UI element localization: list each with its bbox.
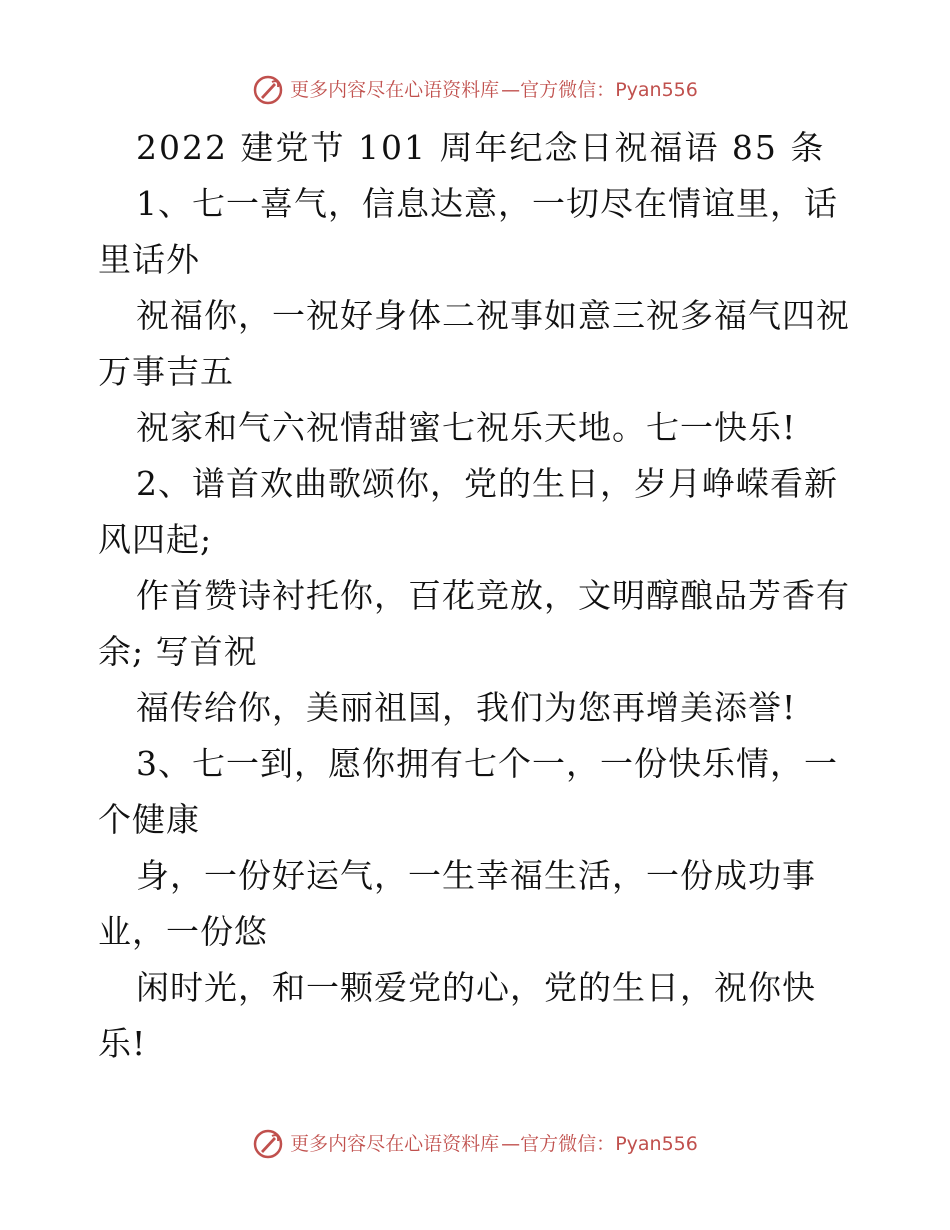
text-line: 余; 写首祝 (98, 632, 258, 671)
quill-logo-icon (252, 74, 284, 106)
text-line: 2、谱首欢曲歌颂你，党的生日，岁月峥嵘看新 (136, 464, 838, 503)
text-line: 3、七一到，愿你拥有七个一，一份快乐情，一 (136, 744, 838, 783)
text-line: 里话外 (98, 240, 200, 279)
header-watermark (0, 74, 950, 106)
text-line: 作首赞诗衬托你，百花竞放，文明醇酿品芳香有 (136, 576, 850, 615)
text-line: 祝家和气六祝情甜蜜七祝乐天地。七一快乐! (136, 408, 797, 447)
watermark-wechat-label: 官方微信： (520, 78, 616, 101)
watermark-wechat-id: Pyan556 (615, 1132, 698, 1155)
watermark-separator: — (501, 1132, 519, 1155)
watermark-site-text: 更多内容尽在心语资料库 (290, 1132, 500, 1155)
text-line: 乐! (98, 1024, 147, 1063)
text-line: 业，一份悠 (98, 912, 268, 951)
text-line: 身，一份好运气，一生幸福生活，一份成功事 (136, 856, 816, 895)
text-line: 福传给你，美丽祖国，我们为您再增美添誉! (136, 688, 797, 727)
quill-logo-icon (252, 1128, 284, 1160)
text-line: 祝福你，一祝好身体二祝事如意三祝多福气四祝 (136, 296, 850, 335)
document-body (98, 122, 858, 1074)
watermark-wechat-id: Pyan556 (615, 78, 698, 101)
text-line: 风四起; (98, 520, 213, 559)
text-line: 闲时光，和一颗爱党的心，党的生日，祝你快 (136, 968, 816, 1007)
document-title: 2022 建党节 101 周年纪念日祝福语 85 条 (136, 128, 826, 167)
text-line: 万事吉五 (98, 352, 234, 391)
text-line: 个健康 (98, 800, 200, 839)
watermark-wechat-label: 官方微信： (520, 1132, 616, 1155)
text-line: 1、七一喜气，信息达意，一切尽在情谊里，话 (136, 184, 838, 223)
footer-watermark (0, 1128, 950, 1160)
watermark-separator: — (501, 78, 519, 101)
watermark-site-text: 更多内容尽在心语资料库 (290, 78, 500, 101)
